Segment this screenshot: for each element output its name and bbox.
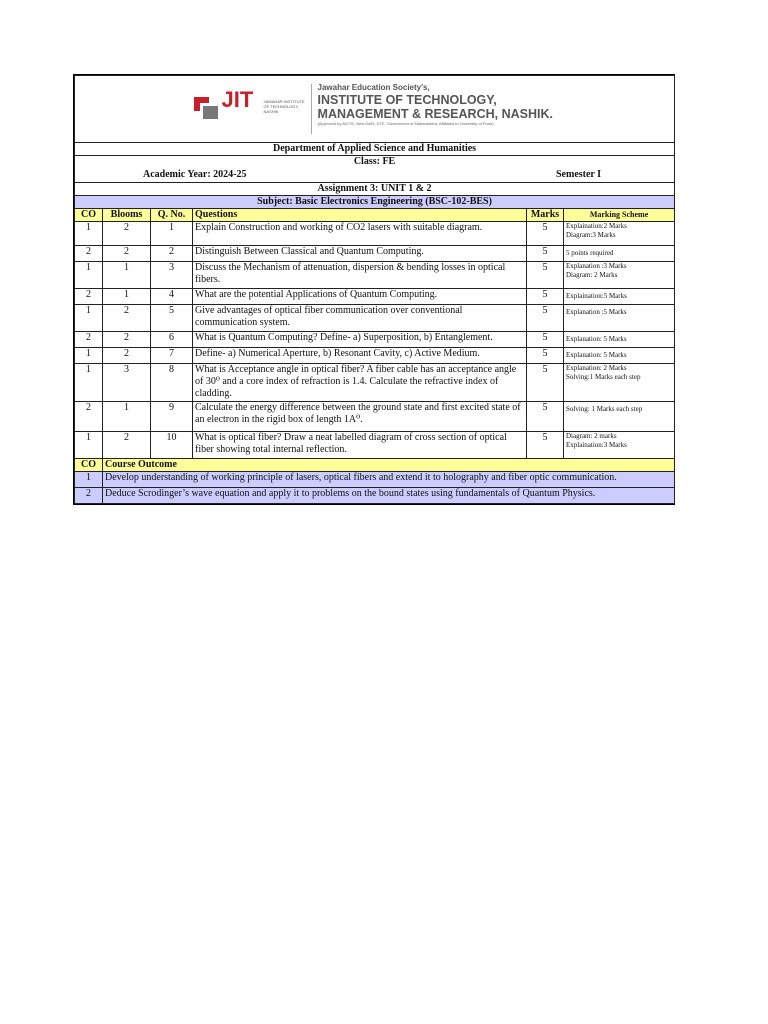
co-cell: 2 — [75, 246, 103, 262]
column-header-row — [75, 209, 675, 222]
blooms-cell: 1 — [103, 402, 151, 432]
co-cell: 1 — [75, 364, 103, 402]
society-name: Jawahar Education Society's, — [317, 83, 430, 92]
scheme-line: Explanation :5 Marks — [566, 308, 627, 316]
question-cell: What is optical fiber? Draw a neat labelled diagram of cross section of optical fiber showing total internal reflection. — [193, 432, 527, 459]
question-cell: Give advantages of optical fiber communication over conventional communication system. — [193, 305, 527, 332]
class-label: Class: FE — [353, 156, 396, 167]
blooms-cell: 2 — [103, 246, 151, 262]
scheme-cell — [564, 332, 675, 348]
question-row — [75, 332, 675, 348]
qno-cell: 5 — [151, 305, 193, 332]
subject-title: Subject: Basic Electronics Engineering (BSC-102-BES) — [75, 196, 675, 209]
scheme-line: 5 points required — [566, 249, 614, 257]
marks-cell: 5 — [527, 222, 564, 246]
outcome-co: 2 — [75, 488, 103, 504]
question-cell: What is Acceptance angle in optical fiber? A fiber cable has an acceptance angle of 30⁰ and a core index of refraction is 1.4. Calculate the refractive index of cladding. — [193, 364, 527, 402]
outcome-rows — [75, 472, 675, 504]
qno-cell: 8 — [151, 364, 193, 402]
question-row — [75, 289, 675, 305]
blooms-cell: 2 — [103, 222, 151, 246]
col-header-scheme: Marking Scheme — [564, 209, 675, 222]
class-year-row — [75, 156, 675, 183]
question-row — [75, 246, 675, 262]
scheme-cell — [564, 432, 675, 459]
question-row — [75, 305, 675, 332]
scheme-cell — [564, 348, 675, 364]
marks-cell: 5 — [527, 305, 564, 332]
question-rows — [75, 222, 675, 459]
scheme-line: Explaination:2 Marks — [566, 222, 627, 230]
logo-banner — [75, 76, 675, 143]
marks-cell: 5 — [527, 289, 564, 305]
jit-logo-icon — [194, 97, 218, 119]
marks-cell: 5 — [527, 262, 564, 289]
question-row — [75, 262, 675, 289]
academic-year: Academic Year: 2024-25 — [143, 169, 247, 180]
question-cell: What is Quantum Computing? Define- a) Superposition, b) Entanglement. — [193, 332, 527, 348]
marks-cell: 5 — [527, 348, 564, 364]
col-header-questions: Questions — [193, 209, 527, 222]
scheme-line: Explanation: 5 Marks — [566, 351, 627, 359]
question-row — [75, 364, 675, 402]
scheme-line: Diagram: 2 marks — [566, 432, 617, 440]
institute-name-line1: INSTITUTE OF TECHNOLOGY, — [317, 93, 497, 107]
marks-cell: 5 — [527, 432, 564, 459]
scheme-cell — [564, 402, 675, 432]
qno-cell: 2 — [151, 246, 193, 262]
question-row — [75, 348, 675, 364]
co-cell: 1 — [75, 305, 103, 332]
question-cell: Explain Construction and working of CO2 lasers with suitable diagram. — [193, 222, 527, 246]
question-row — [75, 402, 675, 432]
co-cell: 1 — [75, 348, 103, 364]
scheme-line: Explanation: 2 Marks — [566, 364, 627, 372]
co-cell: 1 — [75, 432, 103, 459]
scheme-cell — [564, 262, 675, 289]
blooms-cell: 1 — [103, 289, 151, 305]
scheme-cell — [564, 246, 675, 262]
scheme-cell — [564, 222, 675, 246]
col-header-qno: Q. No. — [151, 209, 193, 222]
assignment-table — [74, 75, 675, 504]
question-cell: Define- a) Numerical Aperture, b) Resonant Cavity, c) Active Medium. — [193, 348, 527, 364]
scheme-line: Diagram: 2 Marks — [566, 271, 618, 279]
question-cell: Calculate the energy difference between the ground state and first excited state of an electron in the rigid box of length 1A⁰. — [193, 402, 527, 432]
question-row — [75, 222, 675, 246]
institute-name-block — [318, 83, 566, 127]
qno-cell: 10 — [151, 432, 193, 459]
marks-cell: 5 — [527, 246, 564, 262]
department-title: Department of Applied Science and Humanities — [75, 143, 675, 156]
co-cell: 1 — [75, 222, 103, 246]
marks-cell: 5 — [527, 402, 564, 432]
outcome-header-row — [75, 459, 675, 472]
blooms-cell: 1 — [103, 262, 151, 289]
institute-logo — [194, 80, 566, 138]
question-cell: What are the potential Applications of Quantum Computing. — [193, 289, 527, 305]
outcome-header-co: CO — [75, 459, 103, 472]
scheme-cell — [564, 305, 675, 332]
outcome-row — [75, 472, 675, 488]
scheme-line: Diagram:3 Marks — [566, 231, 616, 239]
jit-logo-text: JIT — [221, 87, 254, 112]
blooms-cell: 2 — [103, 305, 151, 332]
co-cell: 2 — [75, 289, 103, 305]
logo-divider — [311, 84, 312, 134]
question-cell: Distinguish Between Classical and Quantum Computing. — [193, 246, 527, 262]
outcome-text: Deduce Scrodinger’s wave equation and apply it to problems on the bound states using fundamentals of Quantum Physics. — [103, 488, 675, 504]
col-header-blooms: Blooms — [103, 209, 151, 222]
blooms-cell: 2 — [103, 348, 151, 364]
qno-cell: 3 — [151, 262, 193, 289]
scheme-line: Solving: 1 Marks each step — [566, 405, 643, 413]
outcome-header-label: Course Outcome — [103, 459, 675, 472]
scheme-line: Explanation: 5 Marks — [566, 335, 627, 343]
outcome-co: 1 — [75, 472, 103, 488]
institute-name-line2: MANAGEMENT & RESEARCH, NASHIK. — [317, 107, 553, 121]
col-header-marks: Marks — [527, 209, 564, 222]
marks-cell: 5 — [527, 332, 564, 348]
co-cell: 1 — [75, 262, 103, 289]
jit-logo-subtitle: JAWAHAR INSTITUTE OF TECHNOLOGY, NASHIK — [263, 99, 305, 114]
col-header-co: CO — [75, 209, 103, 222]
outcome-text: Develop understanding of working principle of lasers, optical fibers and extend it to holography and fiber optic communication. — [103, 472, 675, 488]
assignment-title: Assignment 3: UNIT 1 & 2 — [75, 183, 675, 196]
scheme-line: Explaination:5 Marks — [566, 292, 627, 300]
marks-cell: 5 — [527, 364, 564, 402]
co-cell: 2 — [75, 402, 103, 432]
blooms-cell: 2 — [103, 332, 151, 348]
qno-cell: 7 — [151, 348, 193, 364]
qno-cell: 1 — [151, 222, 193, 246]
scheme-cell — [564, 289, 675, 305]
qno-cell: 4 — [151, 289, 193, 305]
scheme-cell — [564, 364, 675, 402]
semester: Semester I — [556, 169, 602, 180]
blooms-cell: 2 — [103, 432, 151, 459]
qno-cell: 9 — [151, 402, 193, 432]
blooms-cell: 3 — [103, 364, 151, 402]
scheme-line: Explanation :3 Marks — [566, 262, 627, 270]
approval-note: (Approved by AICTE, New Delhi, DTE, Government of Maharashtra, Affiliated to University of Pune) — [317, 121, 494, 126]
question-row — [75, 432, 675, 459]
scheme-line: Explaination:3 Marks — [566, 441, 627, 449]
qno-cell: 6 — [151, 332, 193, 348]
question-cell: Discuss the Mechanism of attenuation, dispersion & bending losses in optical fibers. — [193, 262, 527, 289]
assignment-sheet — [73, 74, 675, 505]
outcome-row — [75, 488, 675, 504]
scheme-line: Solving:1 Marks each step — [566, 373, 641, 381]
co-cell: 2 — [75, 332, 103, 348]
